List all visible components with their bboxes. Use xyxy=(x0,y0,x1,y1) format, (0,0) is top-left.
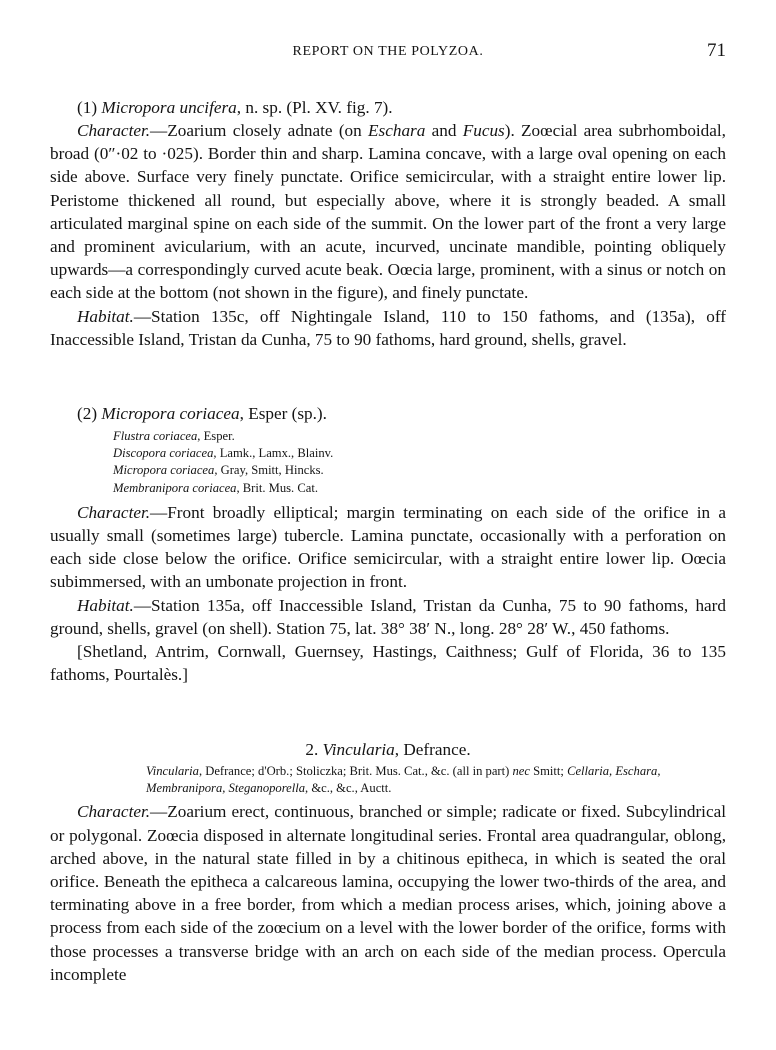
synonym-genera: Cellaria, Eschara, Membranipora, Steganoporella xyxy=(146,764,661,796)
character-text-part: and xyxy=(425,121,463,140)
species-name: Micropora uncifera xyxy=(101,98,237,117)
synonym xyxy=(50,445,726,462)
character-label: Character. xyxy=(77,121,151,140)
habitat-paragraph xyxy=(50,305,726,351)
synonym-name: Micropora coriacea xyxy=(113,463,215,478)
habitat-text: —Station 135c, off Nightingale Island, 110 to 150 fathoms, and (135a), off Inaccessible Island, Tristan da Cunha, 75 to 90 fathoms, hard ground, shells, gravel. xyxy=(50,306,726,349)
synonym-name: Discopora coriacea xyxy=(113,446,214,461)
habitat-paragraph xyxy=(50,594,726,640)
synonym-authority: , Brit. Mus. Cat. xyxy=(236,480,318,495)
species-suffix: , Esper (sp.). xyxy=(239,404,327,423)
synonym xyxy=(50,480,726,497)
page-header xyxy=(50,40,726,64)
synonym-name: Membranipora coriacea xyxy=(113,480,237,495)
synonym-nec: nec xyxy=(512,764,530,778)
character-paragraph xyxy=(50,800,726,986)
character-text: —Zoarium erect, continuous, branched or simple; radicate or fixed. Subcylindrical or polygonal. Zoœcia disposed in alternate longitudinal series. Frontal area quadrangular, oblong, arched above, in the natural state filled in by a chitinous epitheca, in which is seated the oral orifice. Beneath the epitheca a calcareous lamina, occupying the lower two-thirds of the area, and terminating above in a free border, from which a median process arises, which, joining above a process from each side of the zoœcium on a level with the lower border of the orifice, forms with those processes a transverse bridge with an arch on each side of the median process. Opercula incomplete xyxy=(50,802,726,984)
synonym-authority: , Gray, Smitt, Hincks. xyxy=(214,463,324,478)
synonym-name: Vincularia xyxy=(146,764,199,778)
habitat-text: —Station 135a, off Inaccessible Island, Tristan da Cunha, 75 to 90 fathoms, hard ground, shells, gravel (on shell). Station 75, lat. 38° 38′ N., long. 28° 28′ W., 450 fathoms. xyxy=(50,595,726,638)
character-paragraph xyxy=(50,119,726,305)
synonym-text: , Defrance; d'Orb.; Stoliczka; Brit. Mus. Cat., &c. (all in part) xyxy=(198,764,513,778)
species-suffix: , n. sp. (Pl. XV. fig. 7). xyxy=(236,98,393,117)
synonym-text: , &c., &c., Auctt. xyxy=(305,781,392,796)
synonym-name: Flustra coriacea xyxy=(113,429,198,443)
entry-number: (1) xyxy=(77,98,98,117)
synonym-text: Smitt; xyxy=(529,764,568,778)
entry-title xyxy=(50,402,726,425)
habitat-label: Habitat. xyxy=(77,595,134,615)
synonym xyxy=(50,428,726,445)
genus-name: Vincularia xyxy=(322,740,395,759)
genus-synonymy xyxy=(50,763,726,797)
genus-ref: Eschara xyxy=(368,121,426,140)
synonym xyxy=(50,462,726,479)
entry-title xyxy=(50,96,726,119)
page-number: 71 xyxy=(707,40,726,61)
character-label: Character. xyxy=(77,502,151,522)
species-name: Micropora coriacea xyxy=(101,404,240,423)
genus-authority: , Defrance. xyxy=(394,740,471,759)
entry-number: (2) xyxy=(77,404,98,423)
entry-micropora-uncifera xyxy=(50,96,726,351)
genus-vincularia xyxy=(50,738,726,986)
character-text-part: —Zoarium closely adnate (on xyxy=(150,121,369,140)
synonymy-list xyxy=(50,428,726,497)
character-text: ). Zoœcial area subrhomboidal, broad (0″·02 to ·025). Border thin and sharp. Lamina concave, with a large oval opening on each side above. Surface very finely punctate. Orifice semicircular, with a straight entire lower lip. Peristome thickened all round, but especially above, where it is strongly beaded. A small articulated marginal spine on each side of the summit. On the lower part of the front a very large and prominent avicularium, with an acute, incurved, uncinate mandible, pointing obliquely upwards—a correspondingly curved acute beak. Oœcia large, prominent, with a sinus or notch on each side at the bottom (not shown in the figure), and finely punctate. xyxy=(50,121,726,303)
habitat-label: Habitat. xyxy=(77,306,134,326)
synonym-authority: , Lamk., Lamx., Blainv. xyxy=(213,446,334,461)
distribution-paragraph: [Shetland, Antrim, Cornwall, Guernsey, Hastings, Caithness; Gulf of Florida, 36 to 135 fathoms, Pourtalès.] xyxy=(50,642,726,685)
entry-micropora-coriacea xyxy=(50,402,726,686)
synonym-authority: , Esper. xyxy=(197,429,235,443)
running-title: REPORT ON THE POLYZOA. xyxy=(292,44,484,59)
genus-ref: Fucus xyxy=(462,121,505,140)
character-paragraph xyxy=(50,501,726,594)
genus-title xyxy=(50,738,726,761)
character-text: —Front broadly elliptical; margin terminating on each side of the orifice in a usually small (sometimes large) tubercle. Lamina punctate, occasionally with a perforation on each side close below the orifice. Orifice semicircular, with a straight entire lower lip. Oœcia subimmersed, with an umbonate projection in front. xyxy=(50,502,726,592)
genus-number: 2. xyxy=(305,740,319,759)
character-label: Character. xyxy=(77,802,151,822)
